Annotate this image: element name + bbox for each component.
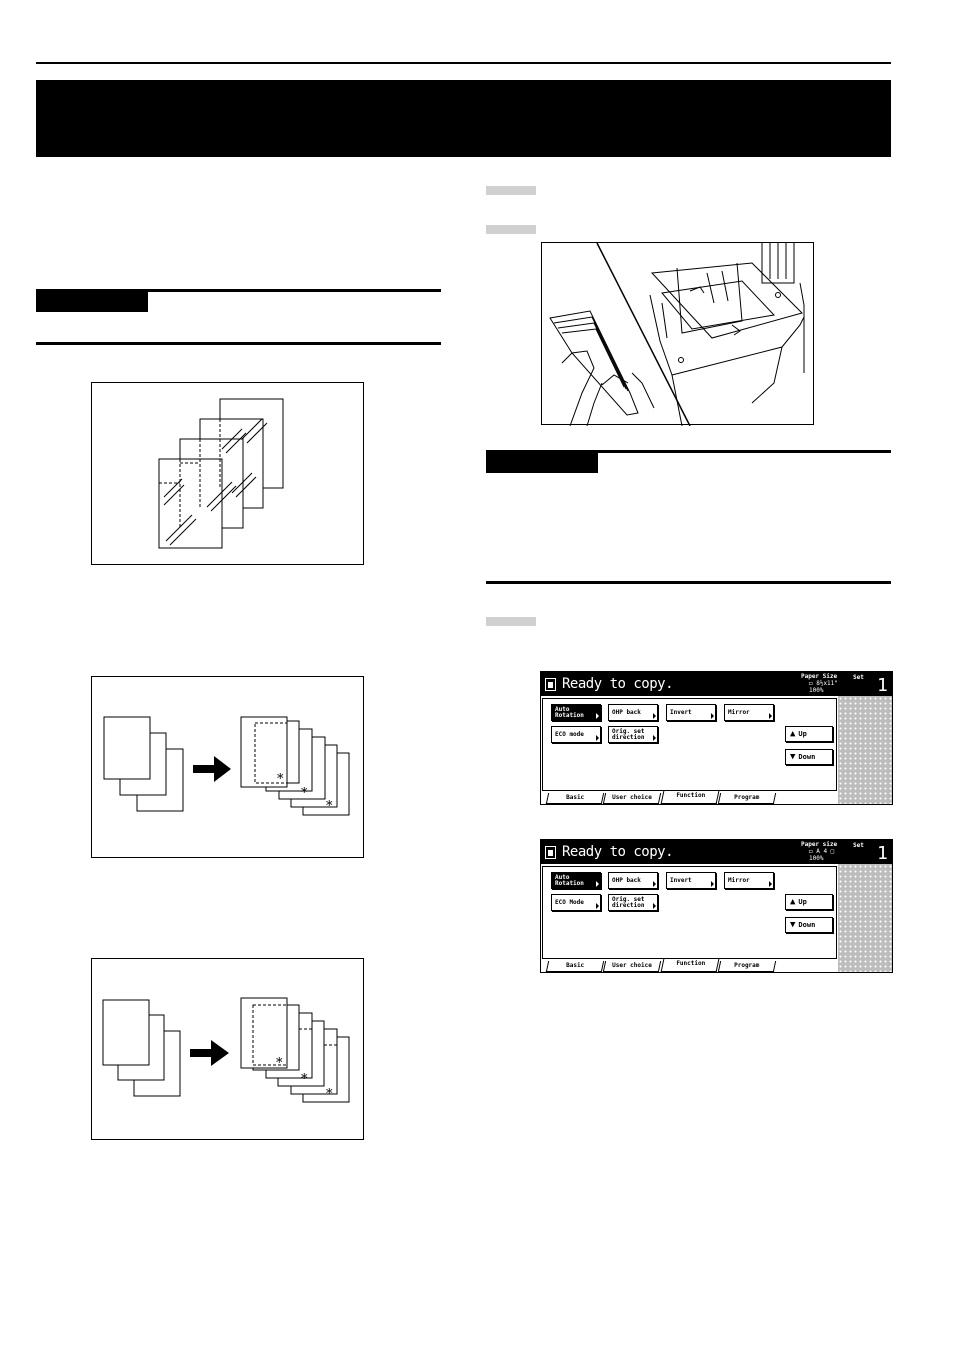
up-triangle-icon: ▲ <box>790 729 796 739</box>
step-marker-1 <box>486 186 536 195</box>
document-icon <box>545 678 556 691</box>
up-triangle-icon: ▲ <box>790 897 796 907</box>
set-label: Set <box>853 674 864 681</box>
caret-icon <box>596 903 599 909</box>
asterisk-mark: * <box>301 786 308 801</box>
asterisk-mark: * <box>326 1087 333 1102</box>
tab-user-choice[interactable]: User choice <box>603 793 661 804</box>
panel-header <box>541 840 892 864</box>
caret-icon <box>711 881 714 887</box>
mirror-button[interactable]: Mirror <box>724 872 774 889</box>
transparency-stack-drawing <box>92 383 365 566</box>
tab-basic[interactable]: Basic <box>546 961 604 972</box>
orig-set-direction-button[interactable]: Orig. set direction <box>608 726 658 743</box>
paper-size-label: Paper Size <box>801 673 838 680</box>
copy-sets-drawing-a <box>92 677 365 859</box>
auto-rotation-button[interactable]: Auto Rotation <box>551 704 601 721</box>
figure-copy-sets-a <box>91 676 364 858</box>
chapter-banner <box>36 80 891 157</box>
asterisk-mark: * <box>301 1072 308 1087</box>
tab-user-choice[interactable]: User choice <box>603 961 661 972</box>
dotted-area <box>838 864 892 973</box>
paper-size-label: Paper size <box>801 841 838 848</box>
step-marker-3 <box>486 617 536 626</box>
asterisk-mark: * <box>276 1056 283 1071</box>
zoom-ratio: 100% <box>809 855 824 862</box>
left-section-label <box>36 292 148 312</box>
paper-size-value: ◻ 8½x11" <box>809 680 838 687</box>
down-triangle-icon: ▼ <box>790 752 796 762</box>
eco-mode-button[interactable]: ECO mode <box>551 726 601 743</box>
caret-icon <box>596 713 599 719</box>
copy-count: 1 <box>877 843 888 864</box>
up-button[interactable]: ▲ Up <box>785 726 833 742</box>
caret-icon <box>711 713 714 719</box>
invert-button[interactable]: Invert <box>666 872 716 889</box>
ohp-back-button[interactable]: OHP back <box>608 872 658 889</box>
invert-button[interactable]: Invert <box>666 704 716 721</box>
tab-program[interactable]: Program <box>718 793 776 804</box>
zoom-ratio: 100% <box>809 687 824 694</box>
paper-size-value: ◻ A 4 □ <box>809 848 835 855</box>
figure-copy-sets-b <box>91 958 364 1140</box>
down-triangle-icon: ▼ <box>790 920 796 930</box>
figure-loading-originals <box>541 242 814 425</box>
step-marker-2 <box>486 225 536 234</box>
auto-rotation-button[interactable]: Auto Rotation <box>551 872 601 889</box>
dotted-area <box>838 696 892 805</box>
caret-icon <box>653 713 656 719</box>
touch-panel-inch <box>540 671 893 805</box>
status-message: Ready to copy. <box>562 676 674 692</box>
right-arrow-icon <box>190 1040 229 1066</box>
right-section-label <box>486 453 598 473</box>
caret-icon <box>653 881 656 887</box>
figure-transparency-stack <box>91 382 364 565</box>
tab-function[interactable]: Function <box>661 791 720 804</box>
caret-icon <box>596 735 599 741</box>
up-button[interactable]: ▲ Up <box>785 894 833 910</box>
eco-mode-button[interactable]: ECO Mode <box>551 894 601 911</box>
document-icon <box>545 846 556 859</box>
left-section-rule-bottom <box>36 342 441 345</box>
asterisk-mark: * <box>326 799 333 814</box>
mirror-button[interactable]: Mirror <box>724 704 774 721</box>
touch-panel-metric <box>540 839 893 973</box>
right-section-rule-bottom <box>486 581 891 584</box>
ohp-back-button[interactable]: OHP back <box>608 704 658 721</box>
tab-basic[interactable]: Basic <box>546 793 604 804</box>
top-rule <box>36 62 891 64</box>
asterisk-mark: * <box>277 772 284 787</box>
down-button[interactable]: ▼ Down <box>785 749 833 765</box>
orig-set-direction-button[interactable]: Orig. set direction <box>608 894 658 911</box>
right-arrow-icon <box>193 756 231 782</box>
copy-sets-drawing-b <box>92 959 365 1141</box>
loading-originals-drawing <box>542 243 815 426</box>
status-message: Ready to copy. <box>562 844 674 860</box>
function-area <box>542 866 837 959</box>
caret-icon <box>653 735 656 741</box>
caret-icon <box>769 881 772 887</box>
caret-icon <box>653 903 656 909</box>
copy-count: 1 <box>877 675 888 696</box>
function-area <box>542 698 837 791</box>
tab-function[interactable]: Function <box>661 959 720 972</box>
tab-program[interactable]: Program <box>718 961 776 972</box>
panel-header <box>541 672 892 696</box>
caret-icon <box>596 881 599 887</box>
down-button[interactable]: ▼ Down <box>785 917 833 933</box>
caret-icon <box>769 713 772 719</box>
tab-bar <box>542 791 837 804</box>
tab-bar <box>542 959 837 972</box>
set-label: Set <box>853 842 864 849</box>
